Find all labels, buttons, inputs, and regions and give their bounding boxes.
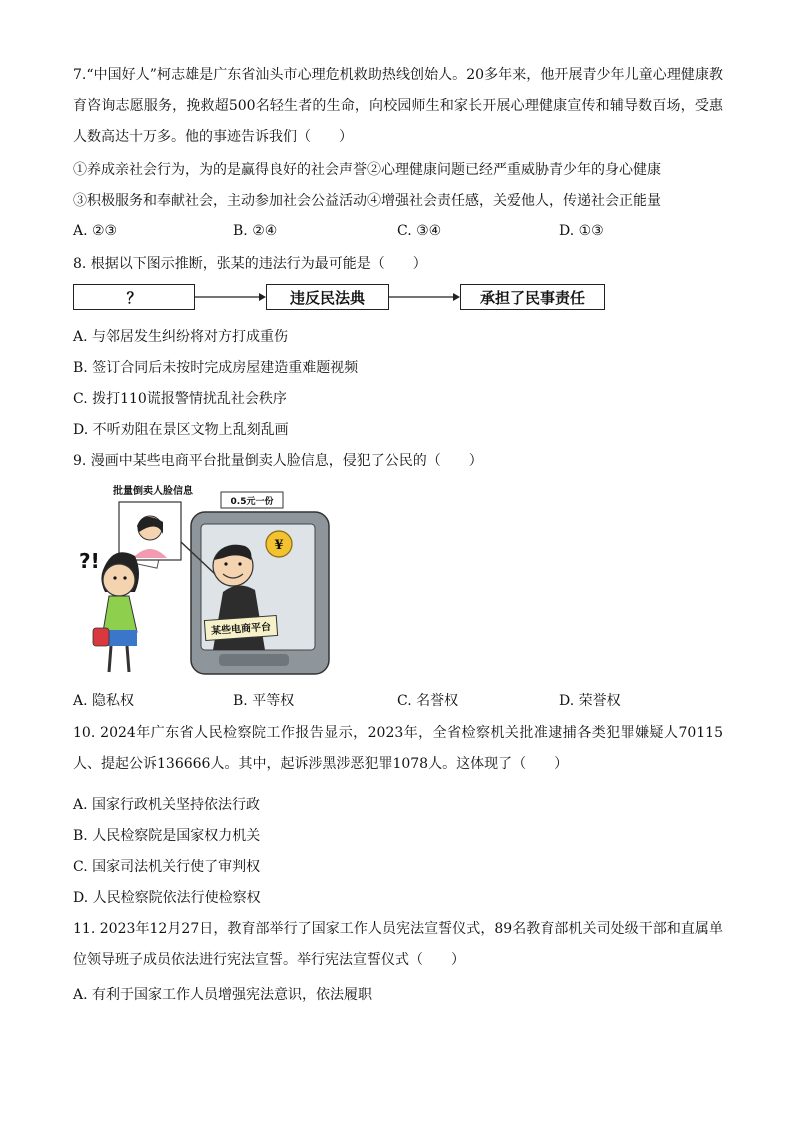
flow-arrow-icon bbox=[389, 291, 460, 303]
question-10-option-d[interactable]: D. 人民检察院依法行使检察权 bbox=[73, 890, 261, 906]
option-a[interactable]: A. 隐私权 bbox=[73, 693, 135, 709]
comic-price-tag: 0.5元一份 bbox=[230, 497, 274, 507]
question-7-stem: 7.“中国好人”柯志雄是广东省汕头市心理危机救助热线创始人。20多年来，他开展青少年儿童心理健康教育咨询志愿服务，挽救超500名轻生者的生命，向校园师生和家长开展心理健康宣传和辅导数百场，受惠人数高达十万多。他的事迹告诉我们（ ） bbox=[73, 67, 723, 145]
question-7-statement-3-4: ③积极服务和奉献社会，主动参加社会公益活动④增强社会责任感，关爱他人，传递社会正能量 bbox=[73, 193, 661, 209]
question-10-option-a[interactable]: A. 国家行政机关坚持依法行政 bbox=[73, 797, 261, 813]
question-11-option-a[interactable]: A. 有利于国家工作人员增强宪法意识，依法履职 bbox=[73, 987, 373, 1003]
question-11-stem: 11. 2023年12月27日，教育部举行了国家工作人员宪法宣誓仪式，89名教育部机关司处级干部和直属单位领导班子成员依法进行宪法宣誓。举行宪法宣誓仪式（ ） bbox=[73, 921, 723, 968]
option-c[interactable]: C. 名誉权 bbox=[397, 693, 459, 709]
svg-text:¥: ¥ bbox=[274, 538, 284, 553]
girl-figure bbox=[79, 549, 139, 672]
flow-arrow-icon bbox=[195, 291, 266, 303]
comic-platform-label: 某些电商平台 bbox=[210, 621, 272, 638]
question-8-option-d[interactable]: D. 不听劝阻在景区文物上乱刻乱画 bbox=[73, 422, 289, 438]
question-8-option-b[interactable]: B. 签订合同后未按时完成房屋建造重难题视频 bbox=[73, 360, 359, 376]
flow-box-civil-liability: 承担了民事责任 bbox=[460, 284, 605, 310]
question-8-stem: 8. 根据以下图示推断，张某的违法行为最可能是（ ） bbox=[73, 256, 427, 272]
flow-box-civil-code: 违反民法典 bbox=[266, 284, 389, 310]
question-8-option-c[interactable]: C. 拨打110谎报警情扰乱社会秩序 bbox=[73, 391, 287, 407]
option-b[interactable]: B. 平等权 bbox=[233, 693, 295, 709]
question-10-option-b[interactable]: B. 人民检察院是国家权力机关 bbox=[73, 828, 261, 844]
comic-caption: 批量倒卖人脸信息 bbox=[113, 486, 193, 497]
option-c[interactable]: C. ③④ bbox=[397, 223, 442, 239]
option-d[interactable]: D. ①③ bbox=[559, 223, 604, 239]
question-10-stem: 10. 2024年广东省人民检察院工作报告显示，2023年，全省检察机关批准逮捕各类犯罪嫌疑人70115人、提起公诉136666人。其中，起诉涉黑涉恶犯罪1078人。这体现了（ ） bbox=[73, 725, 723, 772]
option-b[interactable]: B. ②④ bbox=[233, 223, 278, 239]
yuan-coin-icon bbox=[266, 531, 292, 557]
question-7-options bbox=[73, 223, 723, 243]
flow-box-unknown: ？ bbox=[73, 284, 195, 310]
question-9-options bbox=[73, 690, 723, 710]
question-10-option-c[interactable]: C. 国家司法机关行使了审判权 bbox=[73, 859, 261, 875]
option-a[interactable]: A. ②③ bbox=[73, 223, 118, 239]
exclamation-icon: ?! bbox=[79, 549, 100, 573]
question-8-option-a[interactable]: A. 与邻居发生纠纷将对方打成重伤 bbox=[73, 329, 289, 345]
option-d[interactable]: D. 荣誉权 bbox=[559, 693, 621, 709]
comic-illustration bbox=[73, 482, 335, 678]
question-7-statement-1-2: ①养成亲社会行为，为的是赢得良好的社会声誉②心理健康问题已经严重威胁青少年的身心健康 bbox=[73, 162, 661, 178]
question-9-stem: 9. 漫画中某些电商平台批量倒卖人脸信息，侵犯了公民的（ ） bbox=[73, 453, 483, 469]
